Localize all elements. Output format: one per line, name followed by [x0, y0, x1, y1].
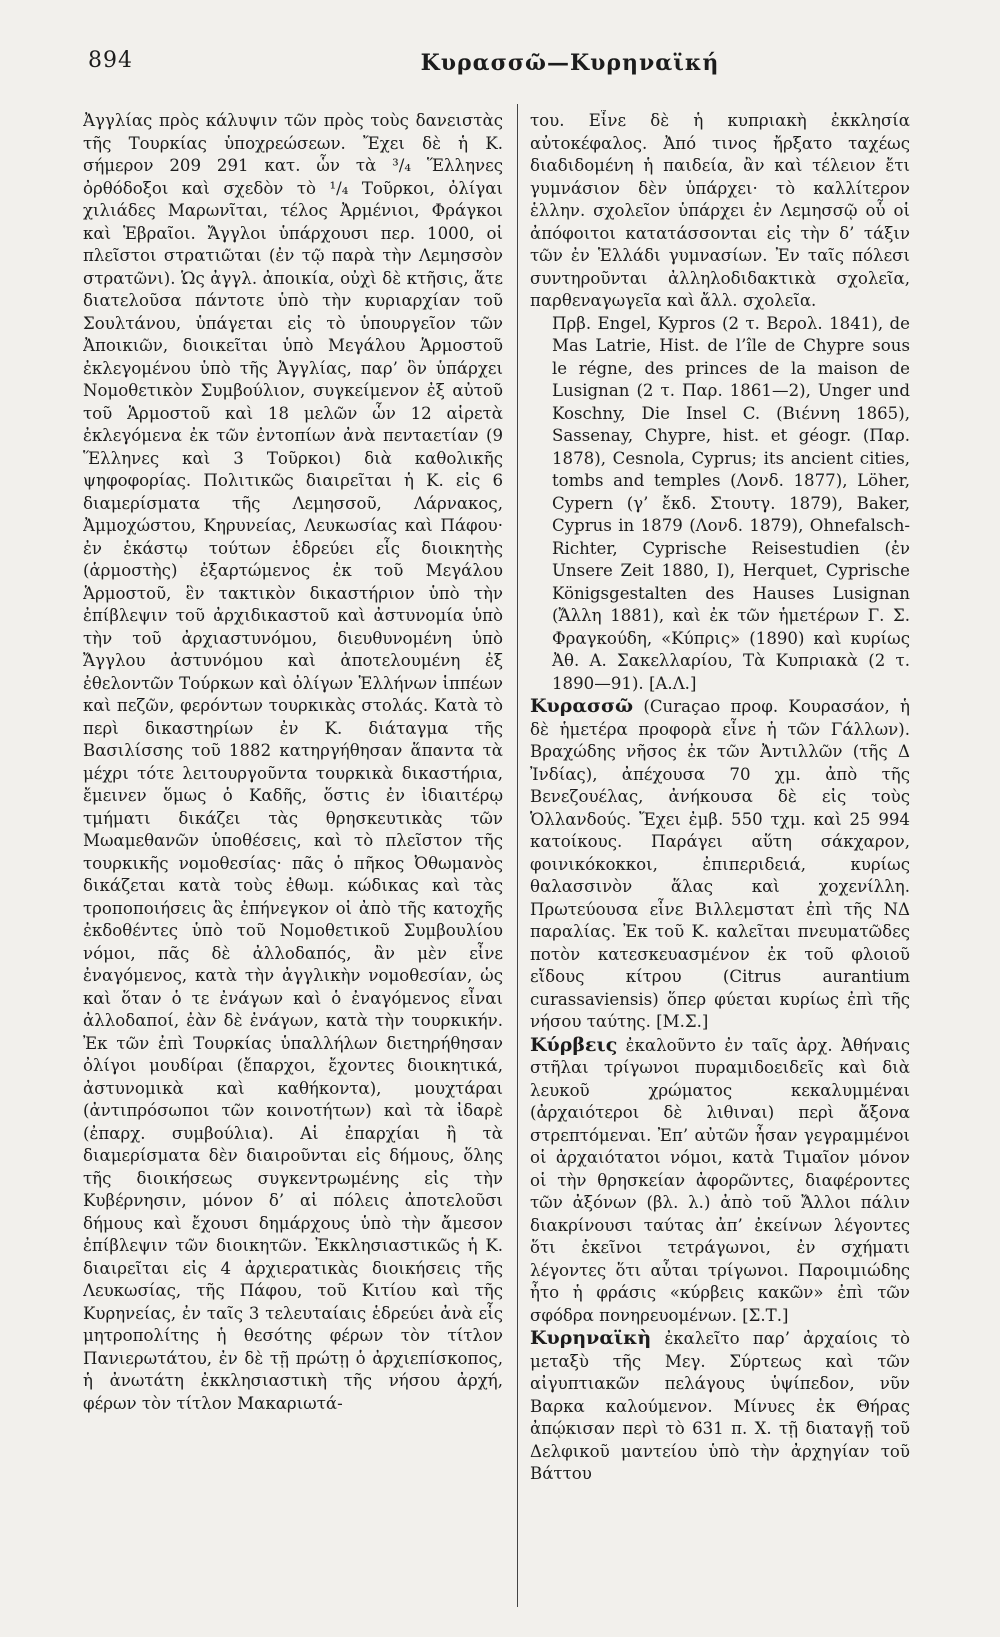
page-number: 894 [88, 48, 133, 73]
entry-body: ἐκαλεῖτο παρ’ ἀρχαίοις τὸ μεταξὺ τῆς Μεγ. Σύρτεως καὶ τῶν αἰγυπτιακῶν πελάγους ὑψίπεδον, νῦν Βαρκα καλούμενον. Μίνυες ἐκ Θήρας ἀπῴκισαν περὶ τὸ 631 π. Χ. τῇ διαταγῇ τοῦ Δελφικοῦ μαντείου ὑπὸ τὴν ἀρχηγίαν τοῦ Βάττου [530, 1329, 910, 1483]
entry-headword: Κύρβεις [530, 1033, 618, 1056]
entry-body: ἐκαλοῦντο ἐν ταῖς ἀρχ. Ἀθήναις στῆλαι τρίγωνοι πυραμιδοειδεῖς καὶ διὰ λευκοῦ χρώματος κεκαλυμμέναι (ἀρχαιότεροι δὲ λιθιναι) περὶ ἄξονα στρεπτόμεναι. Ἐπ’ αὐτῶν ἦσαν γεγραμμένοι οἱ ἀρχαιότατοι νόμοι, κατὰ Τιμαῖον μόνον οἱ τὴν θρησκείαν ἀφορῶντες, διαφέροντες τῶν ἀξόνων (βλ. λ.) ἀπὸ τοῦ Ἄλλοι πάλιν διακρίνουσι ταύτας ἀπ’ ἐκείνων λέγοντες ὅτι ἐκεῖνοι τετράγωνοι, ἐν σχήματι λέγοντες ὅτι αὗται τρίγωνοι. Παροιμιώδης ἦτο ἡ φράσις «κύρβεις κακῶν» ἐπὶ τῶν σφόδρα πονηρευομένων. [Σ.Τ.] [530, 1035, 910, 1325]
entry-headword: Κυρηναϊκὴ [530, 1327, 652, 1349]
entry-kyrveis [530, 1034, 910, 1328]
left-column-text: Ἀγγλίας πρὸς κάλυψιν τῶν πρὸς τοὺς δανειστὰς τῆς Τουρκίας ὑποχρεώσεων. Ἔχει δὲ ἡ Κ. σήμερον 209 291 κατ. ὧν τὰ ³/₄ Ἕλληνες ὀρθόδοξοι καὶ σχεδὸν τὸ ¹/₄ Τοῦρκοι, ὀλίγαι χιλιάδες Μαρωνῖται, τέλος Ἀρμένιοι, Φράγκοι καὶ Ἑβραῖοι. Ἄγγλοι ὑπάρχουσι περ. 1000, οἱ πλεῖστοι στρατιῶται (ἐν τῷ παρὰ τὴν Λεμησσὸν στρατῶνι). Ὡς ἀγγλ. ἀποικία, οὐχὶ δὲ κτῆσις, ἅτε διατελοῦσα πάντοτε ὑπὸ τὴν κυριαρχίαν τοῦ Σουλτάνου, ὑπάγεται εἰς τὸ ὑπουργεῖον τῶν Ἀποικιῶν, διοικεῖται ὑπὸ Μεγάλου Ἁρμοστοῦ ἐκλεγομένου ὑπὸ τῆς Ἀγγλίας, παρ’ ὃν ὑπάρχει Νομοθετικὸν Συμβούλιον, συγκείμενον ἐξ αὐτοῦ τοῦ Ἁρμοστοῦ καὶ 18 μελῶν ὧν 12 αἱρετὰ ἐκλεγόμενα ἐκ τῶν ἐντοπίων ἀνὰ πενταετίαν (9 Ἕλληνες καὶ 3 Τοῦρκοι) διὰ καθολικῆς ψηφοφορίας. Πολιτικῶς διαιρεῖται ἡ Κ. εἰς 6 διαμερίσματα τῆς Λεμησσοῦ, Λάρνακος, Ἀμμοχώστου, Κηρυνείας, Λευκωσίας καὶ Πάφου· ἐν ἑκάστῳ τούτων ἑδρεύει εἷς διοικητὴς (ἁρμοστὴς) ἐξαρτώμενος ἐκ τοῦ Μεγάλου Ἁρμοστοῦ, ἓν τακτικὸν δικαστήριον ὑπὸ τὴν ἐπίβλεψιν τοῦ ἀρχιδικαστοῦ καὶ ἀστυνομία ὑπὸ τὴν τοῦ ἀρχιαστυνόμου, διευθυνομένη ὑπὸ Ἄγγλου ἀστυνόμου καὶ ἀποτελουμένη ἐξ ἐθελοντῶν Τούρκων καὶ ὀλίγων Ἑλλήνων ἱππέων καὶ πεζῶν, φερόντων τουρκικὰς στολάς. Κατὰ τὸ περὶ δικαστηρίων ἐν Κ. διάταγμα τῆς Βασιλίσσης τοῦ 1882 κατηργήθησαν ἅπαντα τὰ μέχρι τότε λειτουργοῦντα τουρκικὰ δικαστήρια, ἔμεινεν ὅμως ὁ Καδῆς, ὅστις ἐν ἰδιαιτέρῳ τμήματι δικάζει τὰς θρησκευτικὰς τῶν Μωαμεθανῶν ὑποθέσεις, καὶ τὸ πλεῖστον τῆς τουρκικῆς νομοθεσίας· πᾶς ὁ πῆκος Ὀθωμανὸς δικάζεται κατὰ τοὺς ἐθωμ. κώδικας καὶ τὰς τροποποιήσεις ἃς ἐπήνεγκον οἱ ἀπὸ τῆς κατοχῆς ἐκδοθέντες ὑπὸ τοῦ Νομοθετικοῦ Συμβουλίου νόμοι, πᾶς δὲ ἀλλοδαπός, ἂν μὲν εἶνε ἐναγόμενος, κατὰ τὴν ἀγγλικὴν νομοθεσίαν, ὡς καὶ ὅταν ὁ τε ἐνάγων καὶ ὁ ἐναγόμενος εἶναι ἀλλοδαποί, ἐὰν δὲ ἐνάγων, κατὰ τὴν τουρκικήν. Ἐκ τῶν ἐπὶ Τουρκίας ὑπαλλήλων διετηρήθησαν ὀλίγοι μουδίραι (ἔπαρχοι, ἔχοντες διοικητικά, ἀστυνομικὰ καὶ καθήκοντα), μουχτάραι (ἀντιπρόσωποι τῶν κοινοτήτων) καὶ τὰ ἰδαρὲ (ἐπαρχ. συμβούλια). Αἱ ἐπαρχίαι ἢ τὰ διαμερίσματα δὲν διαιροῦνται εἰς δήμους, ὅλης τῆς διοικήσεως συγκεντρωμένης εἰς τὴν Κυβέρνησιν, μόνον δ’ αἱ πόλεις ἀποτελοῦσι δήμους καὶ ἔχουσι δημάρχους ὑπὸ τὴν ἄμεσον ἐπίβλεψιν τῶν διοικητῶν. Ἐκκλησιαστικῶς ἡ Κ. διαιρεῖται εἰς 4 ἀρχιερατικὰς διοικήσεις τῆς Λευκωσίας, τῆς Πάφου, τοῦ Κιτίου καὶ τῆς Κυρηνείας, ἐν ταῖς 3 τελευταίαις ἑδρεύει ἀνὰ εἷς μητροπολίτης ἡ θεσότης φέρων τὸν τίτλον Πανιερωτάτου, ἐν δὲ τῇ πρώτῃ ὁ ἀρχιεπίσκοπος, ἡ ἀνωτάτη ἐκκλησιαστικὴ τῆς νήσου ἀρχή, φέρων τὸν τίτλον Μακαριωτά- [83, 111, 503, 1413]
entry-body: (Curaçao προφ. Κουρασάον, ἡ δὲ ἡμετέρα προφορὰ εἶνε ἡ τῶν Γάλλων). Βραχώδης νῆσος ἐκ τῶν Ἀντιλλῶν (τῆς Δ Ἰνδίας), ἀπέχουσα 70 χμ. ἀπὸ τῆς Βενεζουέλας, ἀνήκουσα δὲ εἰς τοὺς Ὁλλανδούς. Ἔχει ἐμβ. 550 τχμ. καὶ 25 994 κατοίκους. Παράγει αὕτη σάκχαρον, φοινικόκοκκοι, ἐπιπεριδειά, κυρίως θαλασσινὸν ἅλας καὶ χοχενίλλη. Πρωτεύουσα εἶνε Βιλλεμστατ ἐπὶ τῆς ΝΔ παραλίας. Ἐκ τοῦ Κ. καλεῖται πνευματῶδες ποτὸν κατεσκευασμένον ἐκ τοῦ φλοιοῦ εἴδους κίτρου (Citrus aurantium curassaviensis) ὅπερ φύεται κυρίως ἐπὶ τῆς νήσου ταύτης. [Μ.Σ.] [530, 697, 910, 1031]
column-divider [517, 104, 518, 1607]
entry-continuation: του. Εἶνε δὲ ἡ κυπριακὴ ἐκκλησία αὐτοκέφαλος. Ἀπό τινος ἤρξατο ταχέως διαδιδομένη ἡ παιδεία, ἂν καὶ τέλειον ἔτι γυμνάσιον δὲν ὑπάρχει· τὸ καλλίτερον ἑλλην. σχολεῖον ὑπάρχει ἐν Λεμησσῷ οὗ οἱ ἀπόφοιτοι κατατάσσονται εἰς τὴν δ’ τάξιν τῶν ἐν Ἑλλάδι γυμνασίων. Ἐν ταῖς πόλεσι συντηροῦνται ἀλληλοδιδακτικὰ σχολεῖα, παρθεναγωγεῖα καὶ ἄλλ. σχολεῖα. [530, 111, 910, 310]
entry-kyrasso [530, 695, 910, 1034]
right-column [530, 110, 910, 1617]
left-column [83, 110, 503, 1617]
bibliography: Πρβ. Engel, Kypros (2 τ. Βερολ. 1841), de Mas Latrie, Hist. de l’île de Chypre sous le régne, des princes de la maison de Lusignan (2 τ. Παρ. 1861—2), Unger und Koschny, Die Insel C. (Βιέννη 1865), Sassenay, Chypre, hist. et géogr. (Παρ. 1878), Cesnola, Cyprus; its ancient cities, tombs and temples (Λονδ. 1877), Löher, Cypern (γ’ ἔκδ. Στουτγ. 1879), Baker, Cyprus in 1879 (Λονδ. 1879), Ohnefalsch-Richter, Cyprische Reisestudien (ἐν Unsere Zeit 1880, I), Herquet, Cyprische Königsgestalten des Hauses Lusignan (Ἄλλη 1881), καὶ ἐκ τῶν ἡμετέρων Γ. Σ. Φραγκούδη, «Κύπρις» (1890) καὶ κυρίως Ἀθ. Α. Σακελλαρίου, Τὰ Κυπριακὰ (2 τ. 1890—91). [Α.Λ.] [552, 313, 910, 693]
entry-headword: Κυρασσῶ [530, 695, 634, 717]
entry-kyrinaiki [530, 1327, 910, 1486]
running-title: Κυρασσῶ—Κυρηναϊκή [420, 50, 720, 76]
